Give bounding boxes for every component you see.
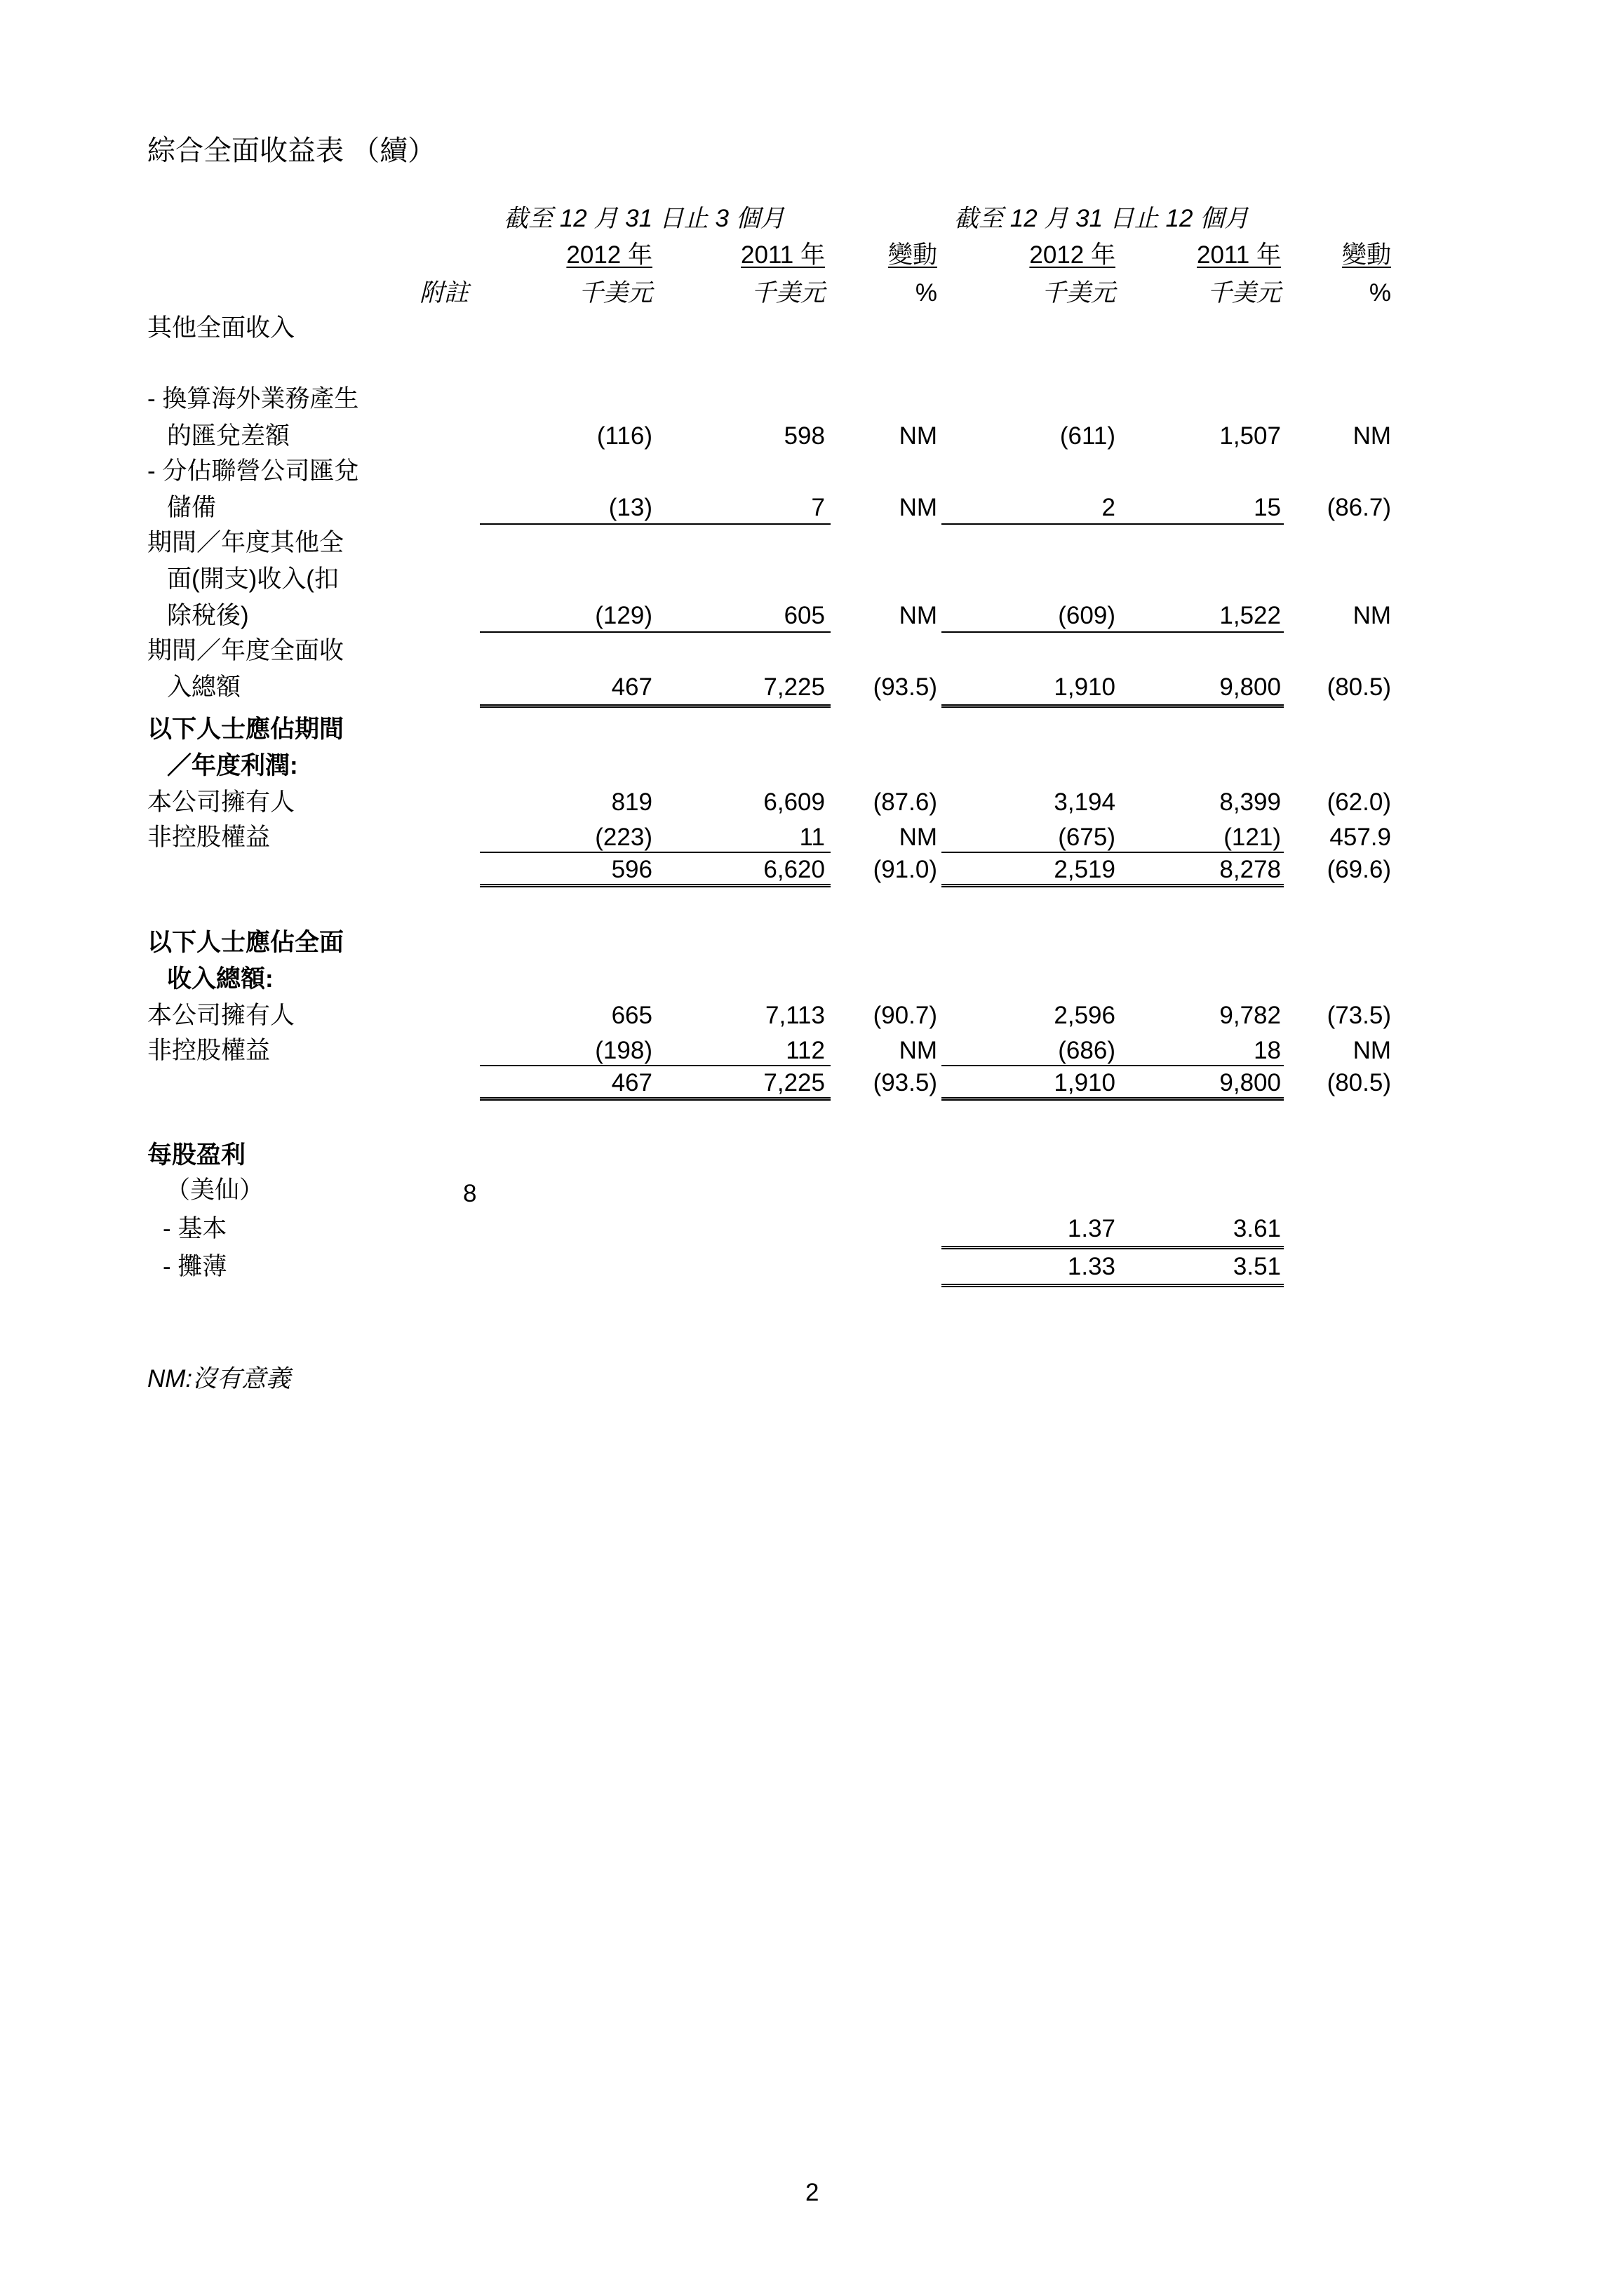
row-assoc-3m-2012: (13) <box>608 494 652 521</box>
row-profit-total-12m-2011: 8,278 <box>1219 856 1281 883</box>
row-oci-net-3m-2012: (129) <box>595 602 652 629</box>
row-assoc-3m-2011: 7 <box>811 494 825 521</box>
section-profit-attr-heading-1: 以下人士應佔期間 <box>147 716 344 743</box>
subtotal-rule-12m <box>941 523 1284 525</box>
row-tci-owners-3m-2011: 7,113 <box>765 1002 825 1029</box>
row-tci-total-12m-2011: 9,800 <box>1219 1069 1281 1096</box>
row-tci-12m-change: (80.5) <box>1327 673 1391 701</box>
row-profit-total-3m-change: (91.0) <box>873 856 937 883</box>
row-tci-nci-12m-2012: (686) <box>1058 1037 1115 1064</box>
section-eps-heading: 每股盈利 <box>147 1141 246 1169</box>
subtotal-rule-3m <box>480 1065 831 1066</box>
col-12m-2012-header: 2012 年 <box>1029 241 1115 269</box>
row-tci-nci-3m-2011: 112 <box>786 1037 825 1064</box>
row-assoc-label-2: 儲備 <box>167 494 217 521</box>
row-tci-3m-2011: 7,225 <box>763 673 825 701</box>
row-assoc-12m-2011: 15 <box>1254 494 1281 521</box>
row-profit-owners-label: 本公司擁有人 <box>147 788 295 816</box>
row-oci-net-label-2: 面(開支)收入(扣 <box>167 565 339 593</box>
subtotal-rule-3m <box>480 852 831 853</box>
row-oci-net-12m-2012: (609) <box>1058 602 1115 629</box>
row-fx-label-1: - 換算海外業務產生 <box>147 385 359 412</box>
unit-3m-2012: 千美元 <box>578 279 652 307</box>
row-eps-basic-12m-2012: 1.37 <box>1067 1215 1115 1242</box>
section-tci-attr-heading-2: 收入總額: <box>167 965 274 993</box>
row-tci-12m-2012: 1,910 <box>1054 673 1115 701</box>
row-profit-nci-3m-change: NM <box>899 824 937 851</box>
row-eps-diluted-12m-2011: 3.51 <box>1233 1253 1281 1280</box>
row-tci-owners-label: 本公司擁有人 <box>147 1002 295 1029</box>
section-tci-attr-heading-1: 以下人士應佔全面 <box>147 929 344 956</box>
subtotal-rule-12m <box>941 852 1284 853</box>
row-fx-3m-2011: 598 <box>784 422 825 450</box>
row-tci-owners-12m-2012: 2,596 <box>1054 1002 1115 1029</box>
row-tci-nci-12m-change: NM <box>1353 1037 1391 1064</box>
section-eps-unit: （美仙） <box>166 1176 264 1204</box>
row-profit-nci-12m-change: 457.9 <box>1329 824 1391 851</box>
section-profit-attr-heading-2: ／年度利潤: <box>167 752 298 779</box>
row-assoc-3m-change: NM <box>899 494 937 521</box>
row-oci-net-3m-2011: 605 <box>784 602 825 629</box>
row-profit-nci-3m-2012: (223) <box>595 824 652 851</box>
page-title: 綜合全面收益表 （續） <box>147 135 436 166</box>
subtotal-rule-3m <box>480 631 831 633</box>
section-oci-heading: 其他全面收入 <box>147 314 295 342</box>
row-oci-net-label-3: 除稅後) <box>167 602 249 629</box>
row-eps-basic-12m-2011: 3.61 <box>1233 1215 1281 1242</box>
row-tci-total-3m-change: (93.5) <box>873 1069 937 1096</box>
unit-12m-2011: 千美元 <box>1207 279 1281 307</box>
row-profit-total-12m-2012: 2,519 <box>1054 856 1115 883</box>
row-fx-label-2: 的匯兌差額 <box>167 422 290 450</box>
eps-note-ref: 8 <box>463 1180 477 1207</box>
period-3m-header: 截至 12 月 31 日止 3 個月 <box>504 205 785 232</box>
total-double-rule-12m <box>941 1097 1284 1101</box>
row-eps-basic-label: - 基本 <box>163 1215 227 1242</box>
row-tci-label-1: 期間／年度全面收 <box>147 637 344 664</box>
row-tci-owners-3m-change: (90.7) <box>873 1002 937 1029</box>
eps-diluted-double-rule <box>941 1284 1284 1287</box>
row-assoc-12m-2012: 2 <box>1101 494 1115 521</box>
total-double-rule-3m <box>480 884 831 887</box>
row-tci-total-12m-change: (80.5) <box>1327 1069 1391 1096</box>
total-double-rule-3m <box>480 1097 831 1101</box>
row-tci-label-2: 入總額 <box>167 673 241 701</box>
row-tci-nci-12m-2011: 18 <box>1254 1037 1281 1064</box>
row-tci-3m-change: (93.5) <box>873 673 937 701</box>
col-12m-2011-header: 2011 年 <box>1197 241 1281 269</box>
row-profit-owners-12m-2012: 3,194 <box>1054 788 1115 816</box>
col-3m-2012-header: 2012 年 <box>566 241 652 269</box>
row-profit-owners-12m-change: (62.0) <box>1327 788 1391 816</box>
subtotal-rule-12m <box>941 1065 1284 1066</box>
row-tci-12m-2011: 9,800 <box>1219 673 1281 701</box>
unit-12m-2012: 千美元 <box>1041 279 1115 307</box>
row-tci-nci-label: 非控股權益 <box>147 1037 271 1064</box>
row-eps-diluted-label: - 攤薄 <box>163 1253 227 1280</box>
row-profit-owners-3m-2011: 6,609 <box>763 788 825 816</box>
row-tci-total-12m-2012: 1,910 <box>1054 1069 1115 1096</box>
total-double-rule-12m <box>941 884 1284 887</box>
row-profit-nci-12m-2011: (121) <box>1223 824 1281 851</box>
page-number: 2 <box>805 2179 819 2206</box>
row-tci-total-3m-2011: 7,225 <box>763 1069 825 1096</box>
unit-3m-2011: 千美元 <box>751 279 825 307</box>
row-tci-nci-3m-change: NM <box>899 1037 937 1064</box>
row-profit-nci-3m-2011: 11 <box>799 824 825 851</box>
row-fx-12m-change: NM <box>1353 422 1391 450</box>
note-header: 附註 <box>420 279 469 307</box>
col-3m-change-header: 變動 <box>887 241 937 269</box>
row-fx-3m-change: NM <box>899 422 937 450</box>
period-12m-header: 截至 12 月 31 日止 12 個月 <box>954 205 1249 232</box>
subtotal-rule-3m <box>480 523 831 525</box>
row-tci-owners-12m-2011: 9,782 <box>1219 1002 1281 1029</box>
row-assoc-12m-change: (86.7) <box>1327 494 1391 521</box>
row-profit-total-3m-2012: 596 <box>611 856 652 883</box>
row-eps-diluted-12m-2012: 1.33 <box>1067 1253 1115 1280</box>
row-assoc-label-1: - 分佔聯營公司匯兌 <box>147 457 359 485</box>
row-tci-total-3m-2012: 467 <box>611 1069 652 1096</box>
row-fx-12m-2012: (611) <box>1059 422 1115 450</box>
total-double-rule-3m <box>480 704 831 708</box>
row-oci-net-3m-change: NM <box>899 602 937 629</box>
row-profit-nci-label: 非控股權益 <box>147 824 271 851</box>
row-tci-nci-3m-2012: (198) <box>595 1037 652 1064</box>
unit-3m-pct: % <box>915 279 937 307</box>
subtotal-rule-12m <box>941 631 1284 633</box>
row-oci-net-12m-2011: 1,522 <box>1219 602 1281 629</box>
row-profit-owners-3m-2012: 819 <box>611 788 652 816</box>
row-profit-nci-12m-2012: (675) <box>1058 824 1115 851</box>
row-fx-12m-2011: 1,507 <box>1219 422 1281 450</box>
row-profit-total-3m-2011: 6,620 <box>763 856 825 883</box>
row-tci-owners-12m-change: (73.5) <box>1327 1002 1391 1029</box>
total-double-rule-12m <box>941 704 1284 708</box>
col-12m-change-header: 變動 <box>1341 241 1391 269</box>
row-profit-owners-12m-2011: 8,399 <box>1219 788 1281 816</box>
row-tci-3m-2012: 467 <box>611 673 652 701</box>
eps-basic-double-rule <box>941 1246 1284 1249</box>
row-fx-3m-2012: (116) <box>596 422 652 450</box>
row-profit-owners-3m-change: (87.6) <box>873 788 937 816</box>
footnote-nm: NM:沒有意義 <box>147 1365 291 1392</box>
unit-12m-pct: % <box>1369 279 1391 307</box>
col-3m-2011-header: 2011 年 <box>741 241 825 269</box>
row-profit-total-12m-change: (69.6) <box>1327 856 1391 883</box>
row-oci-net-12m-change: NM <box>1353 602 1391 629</box>
row-oci-net-label-1: 期間／年度其他全 <box>147 529 344 556</box>
row-tci-owners-3m-2012: 665 <box>611 1002 652 1029</box>
